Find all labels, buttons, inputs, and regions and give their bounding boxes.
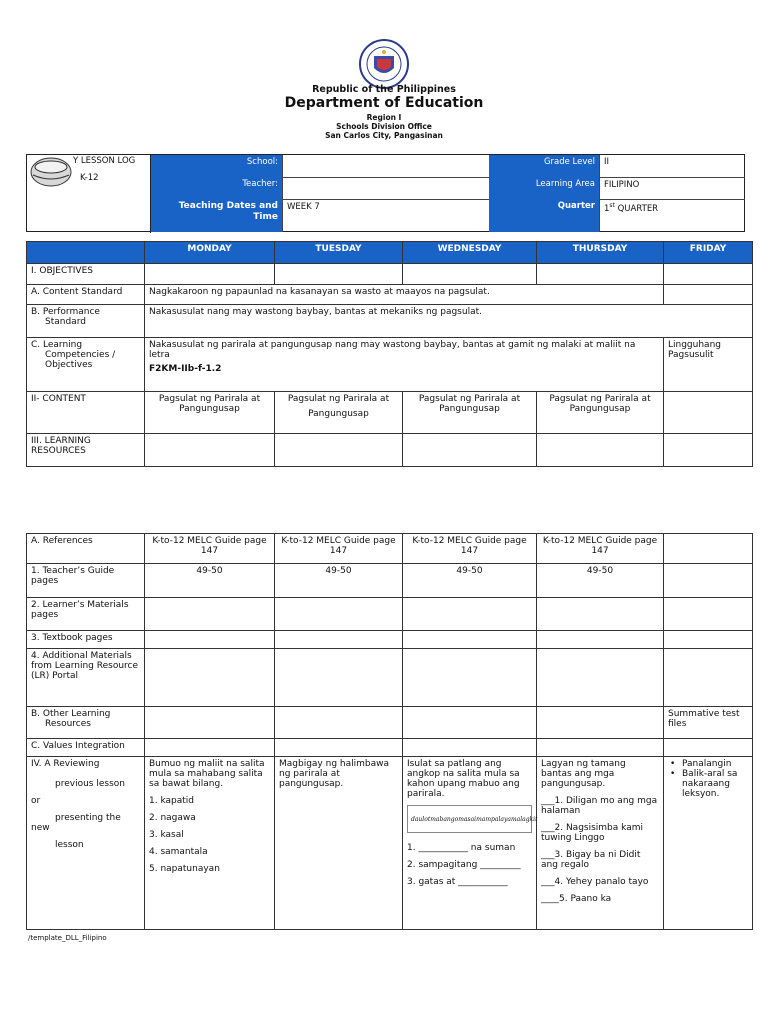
header-blank <box>27 242 145 264</box>
header-sdo: Schools Division Office <box>336 122 432 131</box>
header-republic: Republic of the Philippines <box>312 84 456 95</box>
ref-monday: K-to-12 MELC Guide page 147 <box>145 534 275 564</box>
tg-wednesday: 49-50 <box>403 564 537 598</box>
review-thursday-item: ___1. Diligan mo ang mga halaman <box>541 796 658 816</box>
learners-materials-label: 2. Learner’s Materials pages <box>27 598 145 631</box>
dll-subtitle: K-12 <box>80 173 99 183</box>
content-label: II- CONTENT <box>27 392 145 434</box>
word-box-item: mabango <box>430 815 459 823</box>
references-label: A. References <box>27 534 145 564</box>
ref-wednesday: K-to-12 MELC Guide page 147 <box>403 534 537 564</box>
teacher-label: Teacher: <box>151 177 282 199</box>
review-thursday-item: ___3. Bigay ba ni Didit ang regalo <box>541 850 641 870</box>
school-label: School: <box>151 155 282 177</box>
grade-label: Grade Level <box>489 155 599 177</box>
review-thursday-item: ____5. Paano ka <box>541 894 612 904</box>
learning-resources-label: III. LEARNING RESOURCES <box>27 434 145 467</box>
review-monday-item: 1. kapatid <box>149 796 194 806</box>
word-box-item: ampalaya <box>481 815 511 823</box>
learning-competencies-label: C. Learning Competencies / Objectives <box>27 338 145 392</box>
review-friday-item: • Balik-aral sa nakaraang leksyon. <box>668 769 748 799</box>
content-tuesday: Pagsulat ng Parirala at Pangungusap <box>275 392 403 434</box>
day-wednesday: WEDNESDAY <box>403 242 537 264</box>
dll-logo-box <box>27 155 151 233</box>
review-wednesday-item: 1. ___________ na suman <box>407 843 516 853</box>
review-monday-item: 5. napatunayan <box>149 864 220 874</box>
deped-seal-icon <box>355 38 413 90</box>
day-monday: MONDAY <box>145 242 275 264</box>
dates-label: Teaching Dates and Time <box>151 199 282 232</box>
grade-field[interactable]: II <box>599 155 745 177</box>
review-label: IV. A Reviewing previous lesson or presenting the new lesson <box>27 757 145 930</box>
area-field[interactable]: FILIPINO <box>599 177 745 199</box>
objectives-title: I. OBJECTIVES <box>27 264 145 285</box>
word-box-item: masaim <box>458 815 482 823</box>
tg-thursday: 49-50 <box>537 564 664 598</box>
footer-template-name: /template_DLL_Filipino <box>28 934 107 942</box>
review-thursday: Lagyan ng tamang bantas ang mga pangungusap. ___1. Diligan mo ang mga halaman ___2. Nagsisimba kami tuwing Linggo ___3. Bigay ba ni Didit ang regalo ___4. Yehey panalo tayo ____5. Paano ka <box>537 757 664 930</box>
review-monday-item: 2. nagawa <box>149 813 196 823</box>
ref-tuesday: K-to-12 MELC Guide page 147 <box>275 534 403 564</box>
review-wednesday-item: 2. sampagitang _________ <box>407 860 521 870</box>
content-wednesday: Pagsulat ng Parirala at Pangungusap <box>403 392 537 434</box>
values-integration-label: C. Values Integration <box>27 739 145 757</box>
day-tuesday: TUESDAY <box>275 242 403 264</box>
content-standard-text: Nagkakaroon ng papaunlad na kasanayan sa wasto at maayos na pagsulat. <box>145 285 664 305</box>
learning-competencies-text: Nakasusulat ng parirala at pangungusap nang may wastong baybay, bantas at gamit ng malaki at maliit na letra F2KM-IIb-f-1.2 <box>145 338 664 392</box>
review-wednesday-item: 3. gatas at ___________ <box>407 877 508 887</box>
header-city: San Carlos City, Pangasinan <box>325 131 443 140</box>
teachers-guide-label: 1. Teacher’s Guide pages <box>27 564 145 598</box>
review-wednesday: Isulat sa patlang ang angkop na salita mula sa kahon upang mabuo ang parirala. daulot mabango masaim ampalaya malagkit 1. ___________ na suman 2. sampagitang _________ 3. gatas at ___________ <box>403 757 537 930</box>
review-monday: Bumuo ng maliit na salita mula sa mahabang salita sa bawat bilang. 1. kapatid 2. nagawa 3. kasal 4. samantala 5. napatunayan <box>145 757 275 930</box>
references-table <box>26 533 753 930</box>
quarter-field[interactable] <box>599 199 745 232</box>
content-monday: Pagsulat ng Parirala at Pangungusap <box>145 392 275 434</box>
quarter-number: 1 <box>604 203 610 214</box>
lc-friday: Lingguhang Pagsusulit <box>664 338 753 392</box>
header-region: Region I <box>366 113 402 122</box>
additional-materials-label: 4. Additional Materials from Learning Resource (LR) Portal <box>27 649 145 707</box>
word-box <box>407 805 538 833</box>
day-friday: FRIDAY <box>664 242 753 264</box>
header-department: Department of Education <box>284 95 484 111</box>
review-thursday-item: ___4. Yehey panalo tayo <box>541 877 649 887</box>
dll-logo-icon <box>29 155 77 189</box>
quarter-suffix: st <box>609 202 615 209</box>
ref-thursday: K-to-12 MELC Guide page 147 <box>537 534 664 564</box>
other-resources-label: B. Other Learning Resources <box>27 707 145 739</box>
content-standard-label: A. Content Standard <box>27 285 145 305</box>
word-box-item: malagkit <box>510 815 538 823</box>
review-monday-item: 3. kasal <box>149 830 184 840</box>
dates-field[interactable]: WEEK 7 <box>282 199 489 232</box>
review-monday-item: 4. samantala <box>149 847 208 857</box>
quarter-text: QUARTER <box>614 203 659 214</box>
other-resources-friday: Summative test files <box>664 707 753 739</box>
dll-title: Y LESSON LOG <box>73 156 136 166</box>
textbook-pages-label: 3. Textbook pages <box>27 631 145 649</box>
objectives-table <box>26 241 753 467</box>
content-thursday: Pagsulat ng Parirala at Pangungusap <box>537 392 664 434</box>
performance-standard-label: B. Performance Standard <box>27 305 145 338</box>
tg-monday: 49-50 <box>145 564 275 598</box>
performance-standard-text: Nakasusulat nang may wastong baybay, bantas at mekaniks ng pagsulat. <box>145 305 753 338</box>
review-tuesday: Magbigay ng halimbawa ng parirala at pangungusap. <box>275 757 403 930</box>
quarter-label: Quarter <box>489 199 599 232</box>
word-box-item: daulot <box>411 815 431 823</box>
teacher-field[interactable] <box>282 177 489 199</box>
area-label: Learning Area <box>489 177 599 199</box>
day-thursday: THURSDAY <box>537 242 664 264</box>
review-friday <box>664 757 753 930</box>
tg-tuesday: 49-50 <box>275 564 403 598</box>
review-friday-item: • Panalangin <box>668 759 748 769</box>
school-field[interactable] <box>282 155 489 177</box>
review-thursday-item: ___2. Nagsisimba kami tuwing Linggo <box>541 823 643 843</box>
info-table <box>26 154 745 232</box>
lc-code: F2KM-IIb-f-1.2 <box>149 364 222 374</box>
